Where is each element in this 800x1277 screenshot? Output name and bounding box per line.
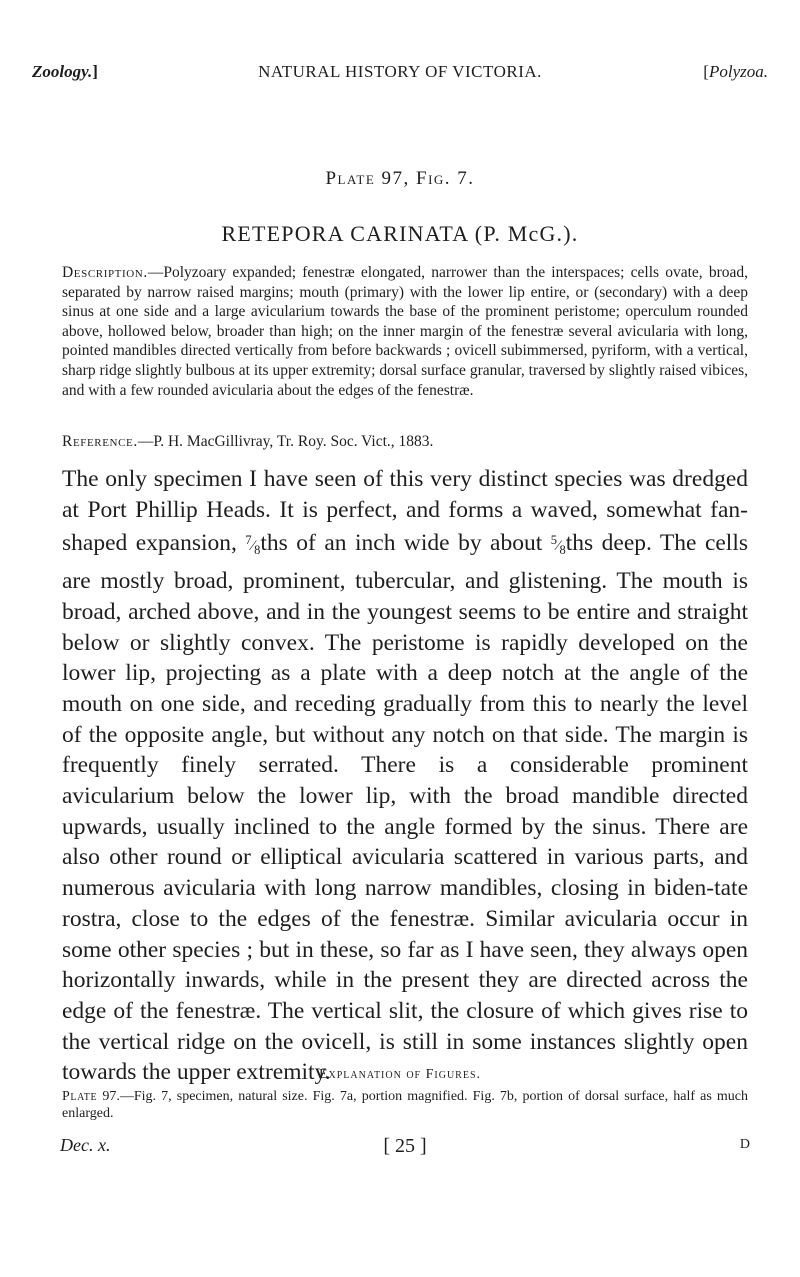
body-text-part: The only specimen I have seen of this very distinct species was dredged at Port Phillip Heads. It is perfect, and forms a waved, somewhat fan-shaped expansion, <box>62 466 748 557</box>
description-label: Description. <box>62 264 148 281</box>
page-number: [ 25 ] <box>383 1135 427 1157</box>
header-section-label: Zoology.] <box>32 62 98 81</box>
description-text: —Polyzoary expanded; fenestræ elongated, narrower than the interspaces; cells ovate, broad, separated by narrow raised margins; mouth (primary) with the lower lip entire, or (secondary) with a deep sinus at one side and a large avicularium towards the base of the prominent peristome; operculum rounded above, hollowed below, broader than high; on the inner margin of the fenestræ several avicularia with long, pointed mandibles directed vertically from before backwards ; ovicell subimmersed, pyriform, with a vertical, sharp ridge slightly bulbous at its upper extremity; dorsal surface granular, traversed by slightly raised vibices, and with a few rounded avicularia about the edges of the fenestræ. <box>62 264 748 399</box>
body-text-part: ths deep. The cells are mostly broad, prominent, tubercular, and glistening. The mouth is broad, arched above, and in the youngest seems to be entire and straight below or slightly convex. The peristome is rapidly developed on the lower lip, projecting as a plate with a deep notch at the angle of the mouth on one side, and receding gradually from this to nearly the level of the opposite angle, but without any notch on that side. The margin is frequently finely serrated. There is a considerable prominent avicularium below the lower lip, with the broad mandible directed upwards, usually inclined to the angle formed by the sinus. There are also other round or elliptical avicularia scattered in various parts, and numerous avicularia with long narrow mandibles, closing in biden-tate rostra, close to the edges of the fenestræ. Similar avicularia occur in some other species ; but in these, so far as I have seen, they always open horizontally inwards, while in the present they are directed across the edge of the fenestræ. The vertical slit, the closure of which gives rise to the vertical ridge on the ovicell, is still in some instances slightly open towards the upper extremity. <box>62 530 749 1086</box>
fraction: $^7⁄_8$ <box>245 533 261 558</box>
plate-title: Plate 97, Fig. 7. <box>325 168 475 189</box>
signature-mark: D <box>739 1137 750 1152</box>
reference-paragraph <box>62 432 748 452</box>
footer-decade: Dec. x. <box>60 1135 111 1155</box>
main-body-paragraph <box>62 464 748 1088</box>
page-footer <box>60 1135 750 1161</box>
species-title: RETEPORA CARINATA (P. McG.). <box>221 221 579 246</box>
explanation-label: Plate <box>62 1089 98 1104</box>
running-header <box>32 62 768 84</box>
reference-text: —P. H. MacGillivray, Tr. Roy. Soc. Vict., 1883. <box>137 433 434 450</box>
reference-label: Reference. <box>62 433 138 450</box>
header-subject-label: [Polyzoa. <box>703 62 768 81</box>
header-book-title: NATURAL HISTORY OF VICTORIA. <box>258 62 542 81</box>
fraction: $^5⁄_8$ <box>550 533 566 558</box>
description-paragraph <box>62 263 748 400</box>
explanation-heading: Explanation of Figures. <box>318 1067 482 1082</box>
body-text-part: ths of an inch wide by about <box>260 530 551 557</box>
explanation-text: 97.—Fig. 7, specimen, natural size. Fig. 7a, portion magnified. Fig. 7b, portion of dorsal surface, half as much enlarged. <box>62 1089 748 1121</box>
explanation-paragraph <box>62 1088 748 1122</box>
